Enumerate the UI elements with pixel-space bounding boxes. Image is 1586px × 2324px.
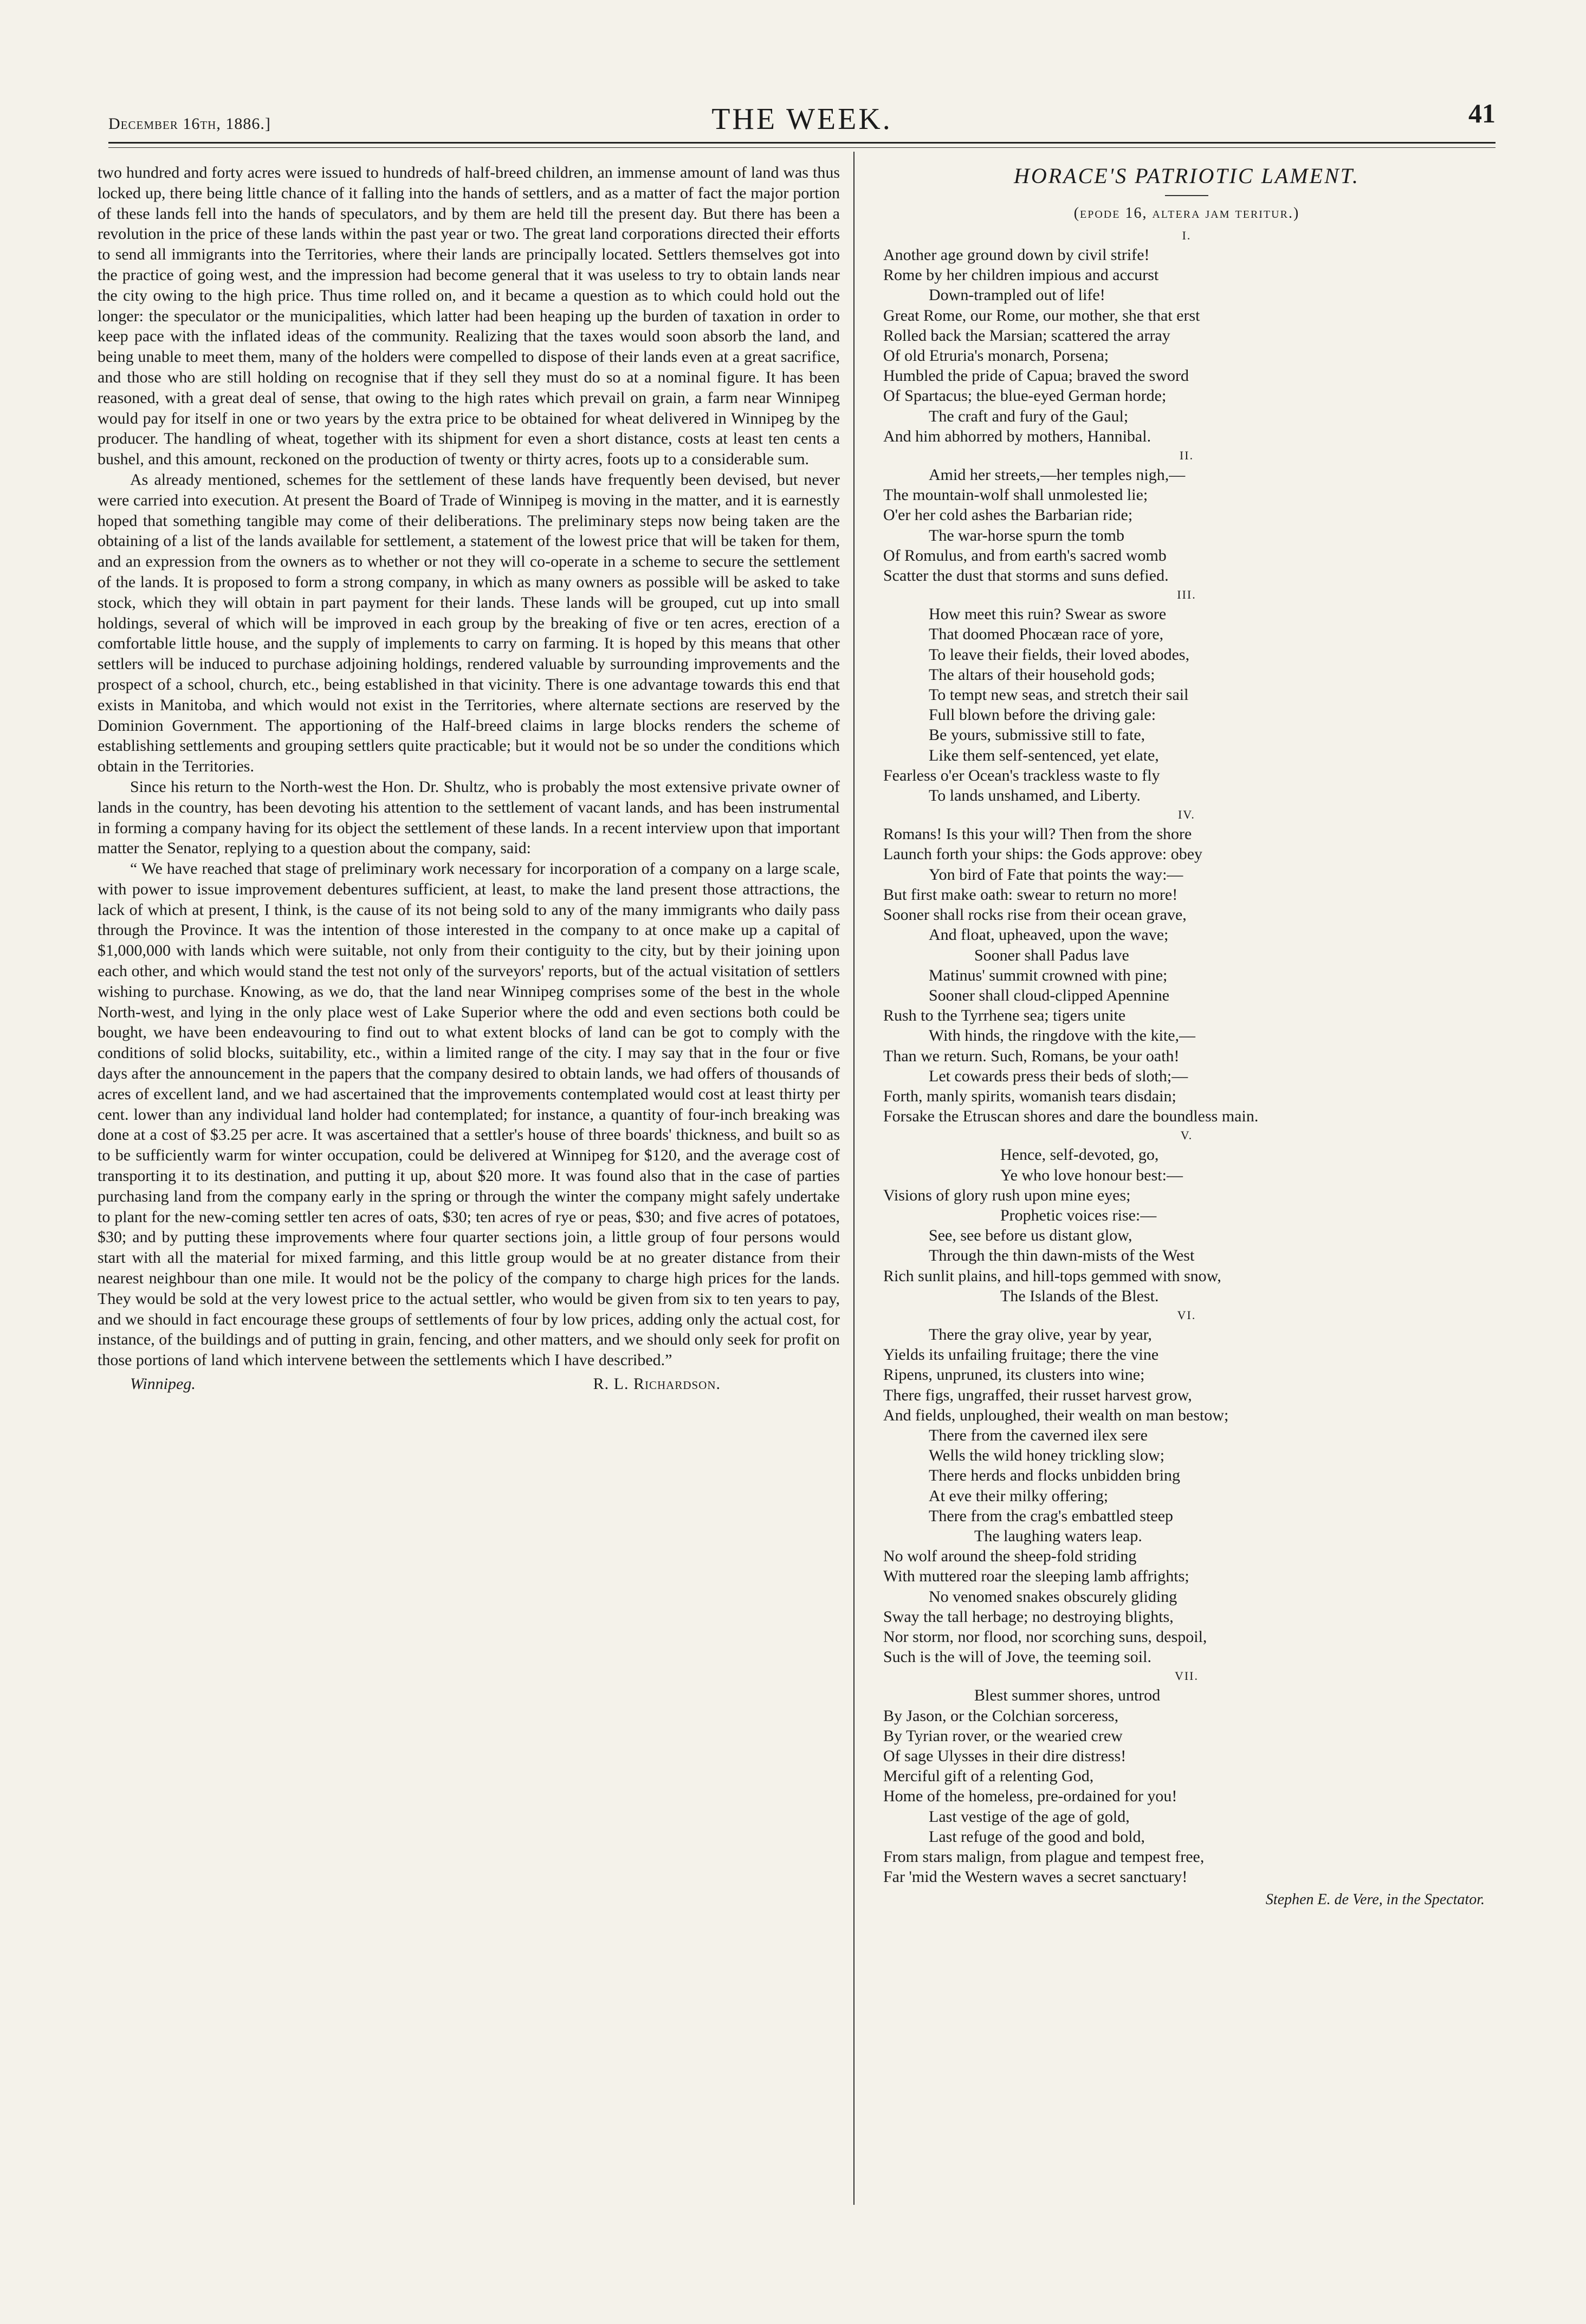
poem-line: And fields, unploughed, their wealth on man bestow; (883, 1406, 1229, 1424)
poem-line: No venomed snakes obscurely gliding (929, 1587, 1177, 1606)
poem-line: To leave their fields, their loved abodes, (929, 645, 1190, 664)
stanza-number: III. (1177, 588, 1196, 602)
poem-line: Great Rome, our Rome, our mother, she that erst (883, 306, 1200, 324)
poem-line: With muttered roar the sleeping lamb affrights; (883, 1567, 1189, 1586)
poem-line: Of old Etruria's monarch, Porsena; (883, 347, 1109, 365)
poem-line: But first make oath: swear to return no more! (883, 885, 1178, 904)
poem-line: No wolf around the sheep-fold striding (883, 1547, 1137, 1566)
poem-subtitle: (epode 16, altera jam teritur.) (1073, 205, 1300, 222)
stanza-number: VII. (1174, 1669, 1199, 1683)
poem-line: Launch forth your ships: the Gods approve: obey (883, 845, 1203, 864)
poem-line: O'er her cold ashes the Barbarian ride; (883, 506, 1133, 524)
page-header (108, 92, 1496, 141)
poem-line: Hence, self-devoted, go, (1000, 1146, 1159, 1164)
article-column (98, 163, 840, 1394)
poem-line: Home of the homeless, pre-ordained for you! (883, 1787, 1177, 1806)
poem-stanzas (883, 226, 1490, 1887)
issue-date: December 16th, 1886.] (108, 115, 271, 133)
poem-line: That doomed Phocæan race of yore, (929, 625, 1164, 644)
poem-stanza (883, 1667, 1490, 1887)
poem-line: Ye who love honour best:— (1000, 1166, 1183, 1184)
poem-line: Another age ground down by civil strife! (883, 246, 1150, 264)
poem-line: Sooner shall rocks rise from their ocean grave, (883, 906, 1187, 924)
poem-stanza (883, 226, 1490, 446)
poem-line: Matinus' summit crowned with pine; (929, 966, 1168, 984)
page-number: 41 (1468, 98, 1496, 128)
poem-line: The Islands of the Blest. (1000, 1287, 1159, 1305)
poem-line: From stars malign, from plague and tempest free, (883, 1848, 1205, 1866)
article-paragraph-2: As already mentioned, schemes for the settlement of these lands have frequently been devised, but never were carried into execution. At present the Board of Trade of Winnipeg is moving in the matter, and it is earnestly hoped that something tangible may come of their deliberations. The preliminary steps now being taken are the obtaining of a list of the lands available for settlement, a statement of the lowest price that will be taken for them, and an expression from the owners as to whether or not they will co-operate in a scheme to secure the settlement of the lands. It is proposed to form a strong company, in which as many owners as possible will be asked to take stock, which they will obtain in part payment for their lands. These lands will be grouped, cut up into small holdings, several of which will be improved in each group by the breaking of five or ten acres, erection of a comfortable little house, and the supply of implements to carry on farming. It is hoped by this means that other settlers will be induced to purchase adjoining holdings, rendered valuable by surrounding improvements and the prospect of a school, church, etc., being established in that vicinity. There is one advantage towards this end that exists in Manitoba, and which would not exist in the Territories, where alternate sections are reserved by the Dominion Government. The apportioning of the Half-breed claims in large blocks renders the scheme of establishing settlements and grouping settlers quite practicable; but it would not be so under the conditions which obtain in the Territories. (98, 470, 840, 776)
header-rule (108, 142, 1496, 144)
poem-stanza (883, 806, 1490, 1126)
poem-line: Last vestige of the age of gold, (929, 1807, 1130, 1826)
stanza-number: II. (1179, 449, 1194, 463)
poem-stanza (883, 1306, 1490, 1667)
poem-line: And float, upheaved, upon the wave; (929, 926, 1169, 944)
poem-line: At eve their milky offering; (929, 1486, 1109, 1505)
column-divider (853, 152, 855, 2205)
poem-line: Of Spartacus; the blue-eyed German horde; (883, 387, 1167, 405)
poem-line: There figs, ungraffed, their russet harvest grow, (883, 1386, 1192, 1404)
poem-line: Rush to the Tyrrhene sea; tigers unite (883, 1007, 1126, 1025)
article-author: R. L. Richardson. (593, 1375, 721, 1393)
publication-title: THE WEEK. (711, 102, 892, 136)
poem-line: Rich sunlit plains, and hill-tops gemmed with snow, (883, 1267, 1221, 1285)
poem-stanza (883, 446, 1490, 586)
poem-line: Than we return. Such, Romans, be your oath! (883, 1047, 1180, 1065)
poem-line: By Jason, or the Colchian sorceress, (883, 1706, 1119, 1725)
poem-line: And him abhorred by mothers, Hannibal. (883, 427, 1151, 445)
poem-line: Prophetic voices rise:— (1000, 1206, 1157, 1224)
poem-column (883, 163, 1490, 1910)
poem-line: The altars of their household gods; (929, 665, 1155, 684)
poem-stanza (883, 1126, 1490, 1306)
poem-line: By Tyrian rover, or the wearied crew (883, 1726, 1123, 1745)
poem-line: See, see before us distant glow, (929, 1226, 1132, 1245)
poem-line: The craft and fury of the Gaul; (929, 407, 1129, 425)
header-rule-thin (108, 147, 1496, 148)
poem-line: Such is the will of Jove, the teeming soil. (883, 1648, 1151, 1666)
poem-line: There herds and flocks unbidden bring (929, 1466, 1181, 1485)
poem-line: The laughing waters leap. (974, 1527, 1142, 1545)
poem-line: Ripens, unpruned, its clusters into wine; (883, 1366, 1145, 1384)
poem-line: Sway the tall herbage; no destroying blights, (883, 1607, 1174, 1626)
poem-line: Nor storm, nor flood, nor scorching suns, despoil, (883, 1628, 1207, 1646)
poem-line: The mountain-wolf shall unmolested lie; (883, 486, 1148, 504)
poem-line: With hinds, the ringdove with the kite,— (929, 1027, 1196, 1045)
poem-line: Forsake the Etruscan shores and dare the boundless main. (883, 1107, 1259, 1126)
poem-line: Merciful gift of a relenting God, (883, 1767, 1094, 1786)
stanza-number: V. (1180, 1128, 1193, 1142)
poem-line: There from the caverned ilex sere (929, 1426, 1148, 1444)
article-paragraph-4: “ We have reached that stage of preliminary work necessary for incorporation of a company on a large scale, with power to issue improvement debentures sufficient, at least, to make the land present those attractions, the lack of which at present, I think, is the cause of its not being sold to any of the many immigrants who daily pass through the Province. It was the intention of those interested in the company to at once make up a capital of $1,000,000 with lands which were suitable, not only from their contiguity to the city, but by their joining upon each other, and which would stand the test not only of the surveyors' reports, but of the actual visitation of settlers wishing to purchase. Knowing, as we do, that the land near Winnipeg comprises some of the best in the whole North-west, and lying in the only place west of Lake Superior where the odd and even sections both could be bought, we have been endeavouring to find out to what extent blocks of land can be got to comply with the conditions of solid blocks, suitability, etc., within a limited range of the city. I may say that in the four or five days after the announcement in the papers that the company desired to obtain lands, we had offers of thousands of acres of excellent land, and we had ascertained that the improvements contemplated would cost at least thirty per cent. lower than any individual land holder had contemplated; for instance, a quantity of four-inch breaking was done at a cost of $3.25 per acre. It was ascertained that a settler's house of three boards' thickness, and built so as to be sufficiently warm for winter occupation, could be delivered at Winnipeg for $120, and the average cost of transporting it to its destination, and putting it up, about $20 more. It was found also that in the case of parties purchasing land from the company early in the spring or through the winter the company might safely undertake to plant for the new-coming settler ten acres of oats, $30; ten acres of rye or peas, $30; and five acres of potatoes, $30; and by putting these improvements where four quarter sections join, a little group of four persons would start with all the material for mixed farming, and this little group would be at no greater distance from their nearest neighbour than one mile. It would not be the policy of the company to charge high prices for the lands. They would be sold at the very lowest price to the actual settler, who would be given from six to ten years to pay, and we should in fact encourage these groups of settlements of four by low prices, adding only the actual cost, for instance, of the buildings and of putting in grain, fencing, and other matters, and we should only seek for profit on those portions of land which intervene between the settlements which I have described.” (98, 860, 840, 1369)
stanza-number: VI. (1177, 1308, 1196, 1322)
poem-credit: Stephen E. de Vere, in the Spectator. (1265, 1891, 1485, 1908)
stanza-number: IV. (1178, 808, 1195, 822)
poem-line: Through the thin dawn-mists of the West (929, 1247, 1195, 1265)
poem-line: Of sage Ulysses in their dire distress! (883, 1747, 1127, 1765)
poem-line: Rolled back the Marsian; scattered the array (883, 326, 1170, 345)
poem-title-rule (1165, 195, 1208, 196)
poem-line: Full blown before the driving gale: (929, 706, 1156, 724)
poem-line: Be yours, submissive still to fate, (929, 726, 1145, 744)
poem-line: Let cowards press their beds of sloth;— (929, 1067, 1188, 1085)
poem-line: Blest summer shores, untrod (974, 1686, 1161, 1705)
poem-line: There the gray olive, year by year, (929, 1325, 1152, 1343)
poem-line: Of Romulus, and from earth's sacred womb (883, 546, 1167, 564)
poem-line: Fearless o'er Ocean's trackless waste to fly (883, 766, 1160, 784)
poem-line: Down-trampled out of life! (929, 286, 1105, 304)
article-paragraph-3: Since his return to the North-west the Hon. Dr. Shultz, who is probably the most extensive private owner of lands in the country, has been devoting his attention to the settlement of vacant lands, and has been instrumental in forming a company having for its object the settlement of these lands. In a recent interview upon that important matter the Senator, replying to a question about the company, said: (98, 777, 840, 858)
dateline-place: Winnipeg. (130, 1375, 196, 1393)
poem-line: The war-horse spurn the tomb (929, 526, 1124, 544)
poem-line: Scatter the dust that storms and suns defied. (883, 567, 1169, 585)
poem-line: Wells the wild honey trickling slow; (929, 1446, 1165, 1465)
poem-line: Amid her streets,—her temples nigh,— (929, 466, 1186, 484)
poem-line: Yields its unfailing fruitage; there the vine (883, 1346, 1159, 1364)
poem-line: To tempt new seas, and stretch their sail (929, 686, 1189, 704)
poem-line: Romans! Is this your will? Then from the shore (883, 825, 1192, 843)
poem-line: Forth, manly spirits, womanish tears disdain; (883, 1087, 1176, 1105)
poem-line: Visions of glory rush upon mine eyes; (883, 1186, 1131, 1204)
article-signature (98, 1374, 840, 1394)
poem-line: There from the crag's embattled steep (929, 1507, 1174, 1525)
poem-stanza (883, 586, 1490, 806)
poem-line: Yon bird of Fate that points the way:— (929, 865, 1183, 884)
poem-line: Sooner shall cloud-clipped Apennine (929, 986, 1170, 1004)
poem-title: HORACE'S PATRIOTIC LAMENT. (1013, 164, 1360, 188)
poem-line: Last refuge of the good and bold, (929, 1827, 1145, 1846)
poem-line: How meet this ruin? Swear as swore (929, 605, 1167, 624)
stanza-number: I. (1182, 229, 1192, 242)
poem-line: Humbled the pride of Capua; braved the sword (883, 367, 1189, 385)
poem-line: Like them self-sentenced, yet elate, (929, 746, 1159, 764)
article-paragraph-1: two hundred and forty acres were issued to hundreds of half-breed children, an immense amount of land was thus locked up, there being little chance of it falling into the hands of settlers, and as a matter of fact the major portion of these lands fell into the hands of speculators, and by them are held till the present day. But there has been a revolution in the price of these lands within the past year or two. The great land corporations directed their efforts to send all immigrants into the Territories, where their lands are principally located. Settlers themselves got into the practice of going west, and the impression had become general that it was useless to try to obtain lands near the city owing to the high price. Thus time rolled on, and it became a question as to which could hold out the longer: the speculator or the municipalities, which latter had been heaping up the burden of taxation in order to keep pace with the inflated ideas of the community. Realizing that the taxes would soon absorb the land, and being unable to meet them, many of the holders were compelled to dispose of their lands even at a great sacrifice, and those who are still holding on recognise that if they sell they must do so at a nominal figure. It has been reasoned, with a great deal of sense, that owing to the high rates which prevail on grain, a farm near Winnipeg would pay for itself in one or two years by the extra price to be obtained for wheat delivered in Winnipeg by the producer. The handling of wheat, together with its shipment for even a short distance, costs at least ten cents a bushel, and this amount, reckoned on the production of twenty or thirty acres, foots up to a considerable sum. (98, 164, 840, 469)
poem-line: Rome by her children impious and accurst (883, 266, 1159, 284)
poem-line: Sooner shall Padus lave (974, 946, 1129, 964)
poem-line: Far 'mid the Western waves a secret sanctuary! (883, 1868, 1188, 1886)
poem-line: To lands unshamed, and Liberty. (929, 787, 1141, 805)
